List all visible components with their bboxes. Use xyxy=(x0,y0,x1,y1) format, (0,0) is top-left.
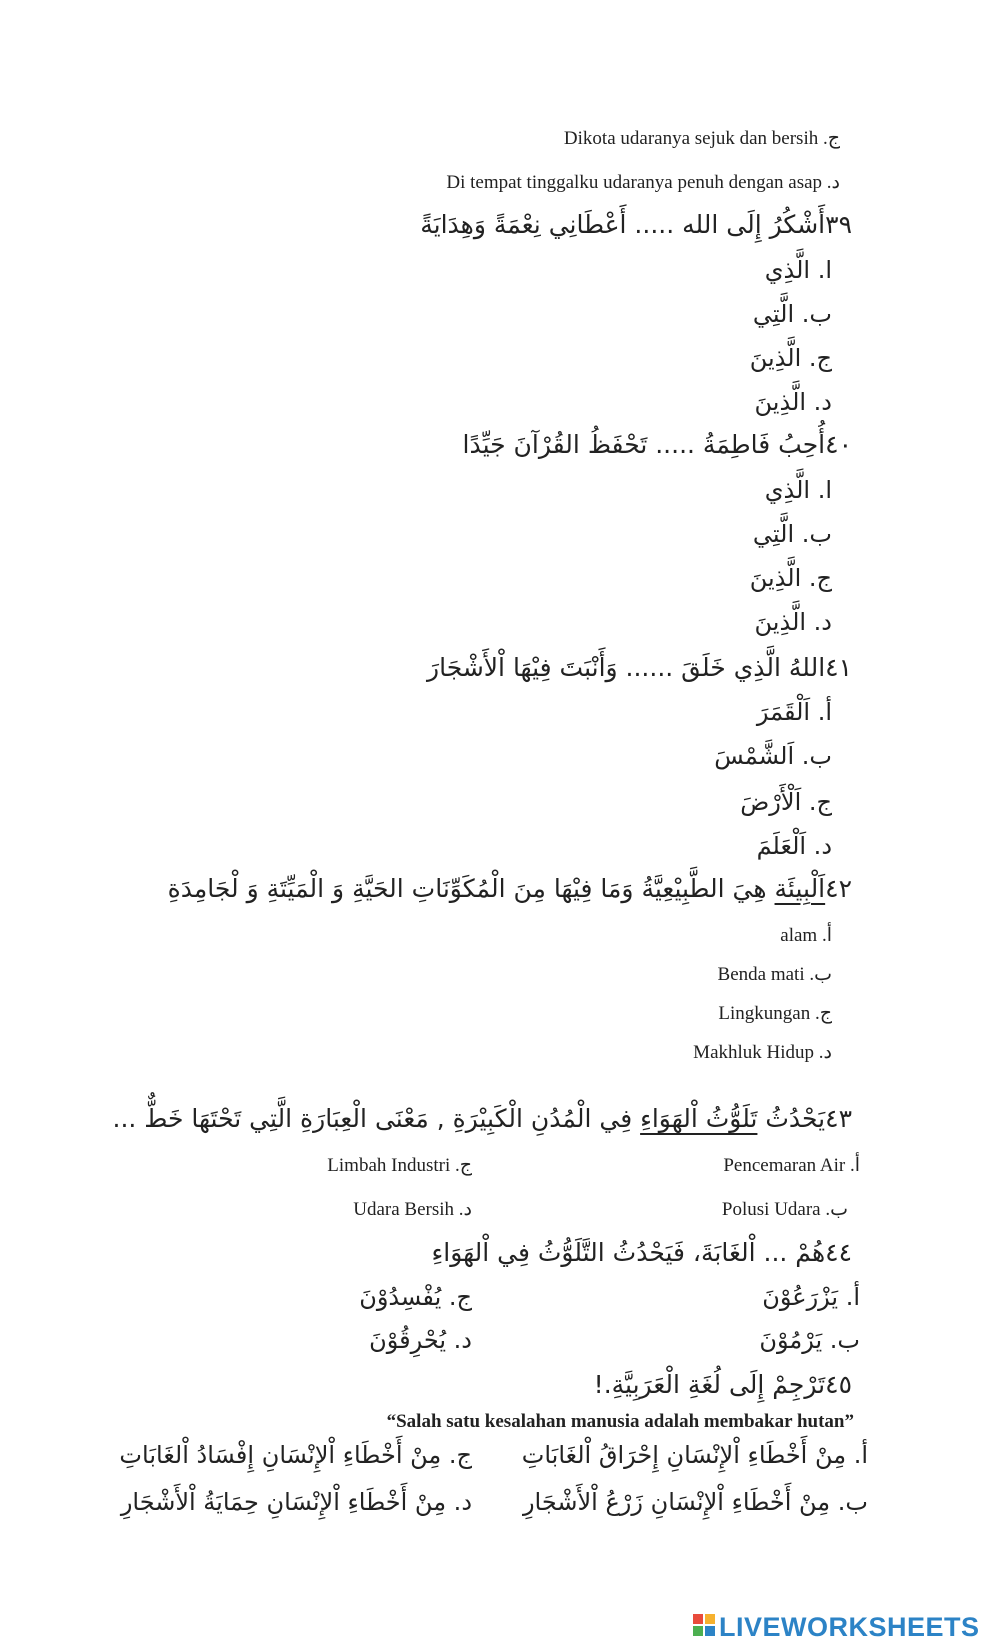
q41-option-c: ج. اَلْأَرْضَ xyxy=(740,788,832,816)
liveworksheets-logo[interactable] xyxy=(693,1610,993,1640)
q43-option-b: Polusi Udara .ب xyxy=(721,1199,848,1220)
q41-option-b: ب. اَلشَّمْسَ xyxy=(714,742,832,770)
q43-question-end: فِي الْمُدُنِ الْكَبِيْرَةِ , مَعْنَى الْعِبَارَةِ الَّتِي تَحْتَهَا خَطٌّ ... xyxy=(112,1104,641,1133)
q44-option-c: ج. يُفْسِدُوْنَ xyxy=(359,1283,472,1311)
q44-question: ٤٤هُمْ ... اْلغَابَةَ، فَيَحْدُثُ التَّلَوُّثُ فِي اْلهَوَاءِ xyxy=(431,1238,852,1267)
q43-option-d: Udara Bersih .د xyxy=(353,1199,472,1220)
q42-underlined-word: اَلْبِيئَة xyxy=(774,874,826,903)
q42-option-c: Lingkungan .ج xyxy=(718,1003,832,1024)
q39-option-a: ا. الَّذِي xyxy=(764,256,832,284)
q45-question: ٤٥تَرْجِمْ إِلَى لُغَةِ الْعَرَبِيَّةِ.! xyxy=(593,1370,852,1399)
q40-option-d: د. الَّذِينَ xyxy=(754,608,832,636)
q42-number: ٤٢ xyxy=(825,874,852,903)
q40-option-a: ا. الَّذِي xyxy=(764,476,832,504)
q45-option-a: أ. مِنْ أَخْطَاءِ اْلإِنْسَانِ إِحْرَاقُ اْلغَابَاتِ xyxy=(521,1441,868,1469)
q43-underlined-phrase: تَلَوُّثُ اْلهَوَاءِ xyxy=(640,1104,758,1133)
q43-option-c: Limbah Industri .ج xyxy=(327,1155,472,1176)
q45-quote: “Salah satu kesalahan manusia adalah membakar hutan” xyxy=(386,1411,854,1432)
q42-option-a: alam .أ xyxy=(780,925,832,946)
q43-question xyxy=(113,1106,853,1131)
liveworksheets-logo-icon xyxy=(693,1614,715,1636)
q38-option-d: Di tempat tinggalku udaranya penuh dengan asap .د xyxy=(446,172,840,193)
q45-option-d: د. مِنْ أَخْطَاءِ اْلإِنْسَانِ حِمَايَةُ اْلأَشْجَارِ xyxy=(120,1488,472,1516)
q41-question: ٤١اللهُ الَّذِي خَلَقَ ...... وَأَنْبَتَ فِيْهَا اْلأَشْجَارَ xyxy=(427,653,852,682)
q43-question-start: يَحْدُثُ xyxy=(757,1104,826,1133)
q44-option-b: ب. يَرْمُوْنَ xyxy=(759,1326,860,1354)
q43-number: ٤٣ xyxy=(825,1104,852,1133)
q40-option-c: ج. الَّذِينَ xyxy=(749,564,832,592)
q40-option-b: ب. الَّتِي xyxy=(752,520,832,548)
q45-option-c: ج. مِنْ أَخْطَاءِ اْلإِنْسَانِ إِفْسَادُ اْلغَابَاتِ xyxy=(119,1441,472,1469)
q44-option-d: د. يُحْرِقُوْنَ xyxy=(369,1326,472,1354)
q45-option-b: ب. مِنْ أَخْطَاءِ اْلإِنْسَانِ زَرْعُ اْلأَشْجَارِ xyxy=(522,1488,868,1516)
q41-option-d: د. اَلْعَلَمَ xyxy=(756,832,832,860)
q42-question xyxy=(168,876,852,901)
q40-question: ٤٠أُحِبُ فَاطِمَةُ ..... تَحْفَظُ القُرْآنَ جَيِّدًا xyxy=(462,430,852,459)
q42-option-d: Makhluk Hidup .د xyxy=(693,1042,832,1063)
q39-option-c: ج. الَّذِينَ xyxy=(749,344,832,372)
q38-option-c: Dikota udaranya sejuk dan bersih .ج xyxy=(563,128,840,149)
q41-option-a: أ. اَلْقَمَرَ xyxy=(756,698,832,726)
q44-option-a: أ. يَزْرَعُوْنَ xyxy=(762,1283,860,1311)
q42-question-rest: هِيَ الطَّبِيْعِيَّةُ وَمَا فِيْهَا مِنَ الْمُكَوِّنَاتِ الحَيَّةِ وَ الْمَيِّتَةِ وَ لْجَامِدَةِ xyxy=(167,874,775,903)
liveworksheets-logo-text: LIVEWORKSHEETS xyxy=(719,1612,980,1642)
q39-question: ٣٩أَشْكُرُ إِلَى الله ..... أَعْطَانِي نِعْمَةً وَهِدَايَةً xyxy=(420,210,852,239)
q39-option-b: ب. الَّتِي xyxy=(752,300,832,328)
q43-option-a: Pencemaran Air .أ xyxy=(723,1155,860,1176)
q42-option-b: Benda mati .ب xyxy=(717,964,832,985)
q39-option-d: د. الَّذِينَ xyxy=(754,388,832,416)
